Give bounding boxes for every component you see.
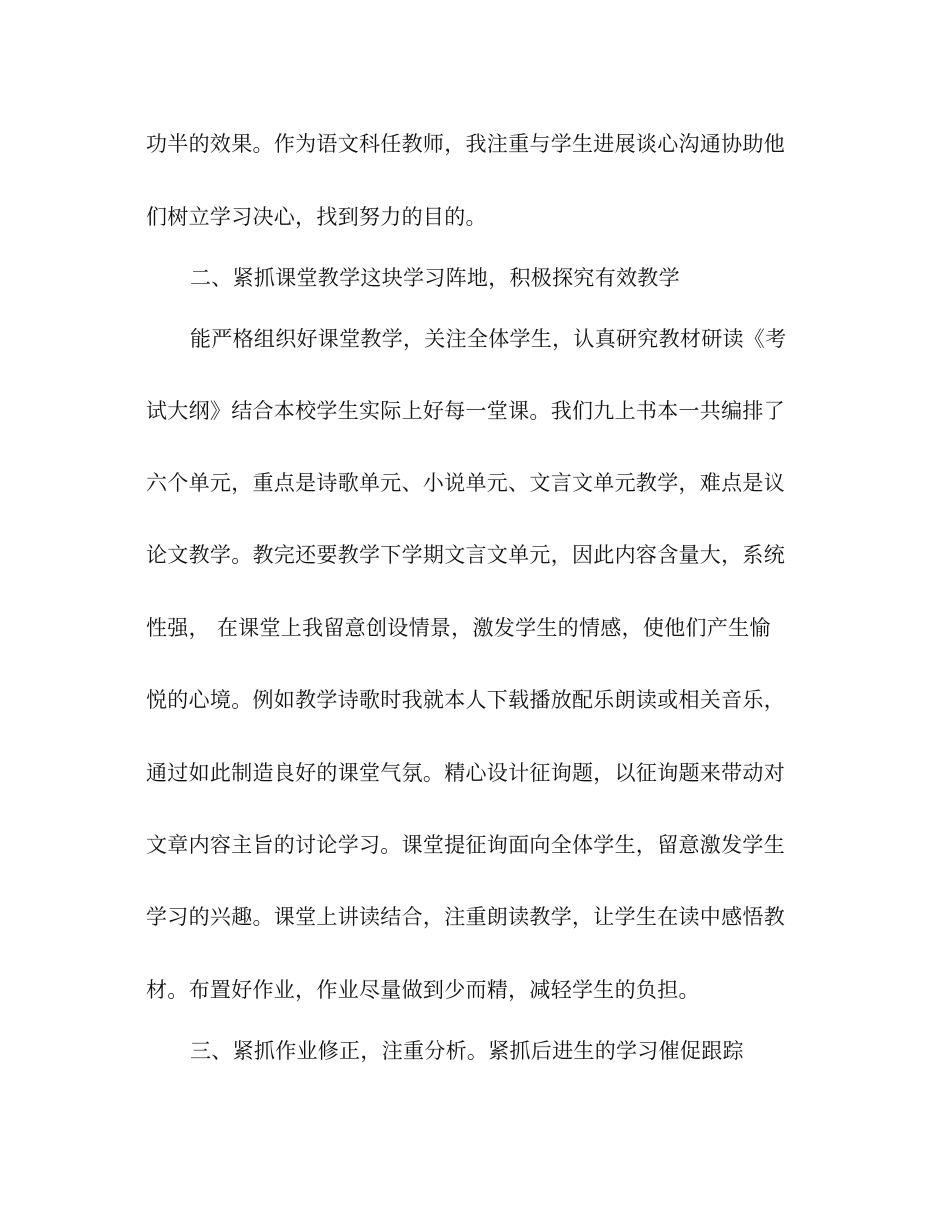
text-line: 论文教学。教完还要教学下学期文言文单元，因此内容含量大，系统 bbox=[146, 543, 785, 567]
section-heading: 二、紧抓课堂教学这块学习阵地，积极探究有效教学 bbox=[190, 266, 680, 290]
text-line: 悦的心境。例如教学诗歌时我就本人下载播放配乐朗读或相关音乐， bbox=[146, 688, 785, 712]
text-line: 学习的兴趣。课堂上讲读结合，注重朗读教学，让学生在读中感悟教 bbox=[146, 905, 785, 929]
text-line: 六个单元，重点是诗歌单元、小说单元、文言文单元教学，难点是议 bbox=[146, 471, 785, 495]
text-line: 们树立学习决心，找到努力的目的。 bbox=[146, 205, 487, 229]
text-line: 通过如此制造良好的课堂气氛。精心设计征询题，以征询题来带动对 bbox=[146, 761, 785, 785]
text-line: 文章内容主旨的讨论学习。课堂提征询面向全体学生，留意激发学生 bbox=[146, 833, 785, 857]
paragraph-first-line: 能严格组织好课堂教学，关注全体学生，认真研究教材研读《考 bbox=[190, 327, 787, 351]
text-line: 试大纲》结合本校学生实际上好每一堂课。我们九上书本一共编排了 bbox=[146, 399, 785, 423]
section-heading: 三、紧抓作业修正，注重分析。紧抓后进生的学习催促跟踪 bbox=[190, 1039, 744, 1063]
text-line: 材。布置好作业，作业尽量做到少而精，减轻学生的负担。 bbox=[146, 978, 700, 1002]
text-line: 性强， 在课堂上我留意创设情景，激发学生的情感，使他们产生愉 bbox=[146, 616, 771, 640]
text-line: 功半的效果。作为语文科任教师，我注重与学生进展谈心沟通协助他 bbox=[146, 132, 785, 156]
